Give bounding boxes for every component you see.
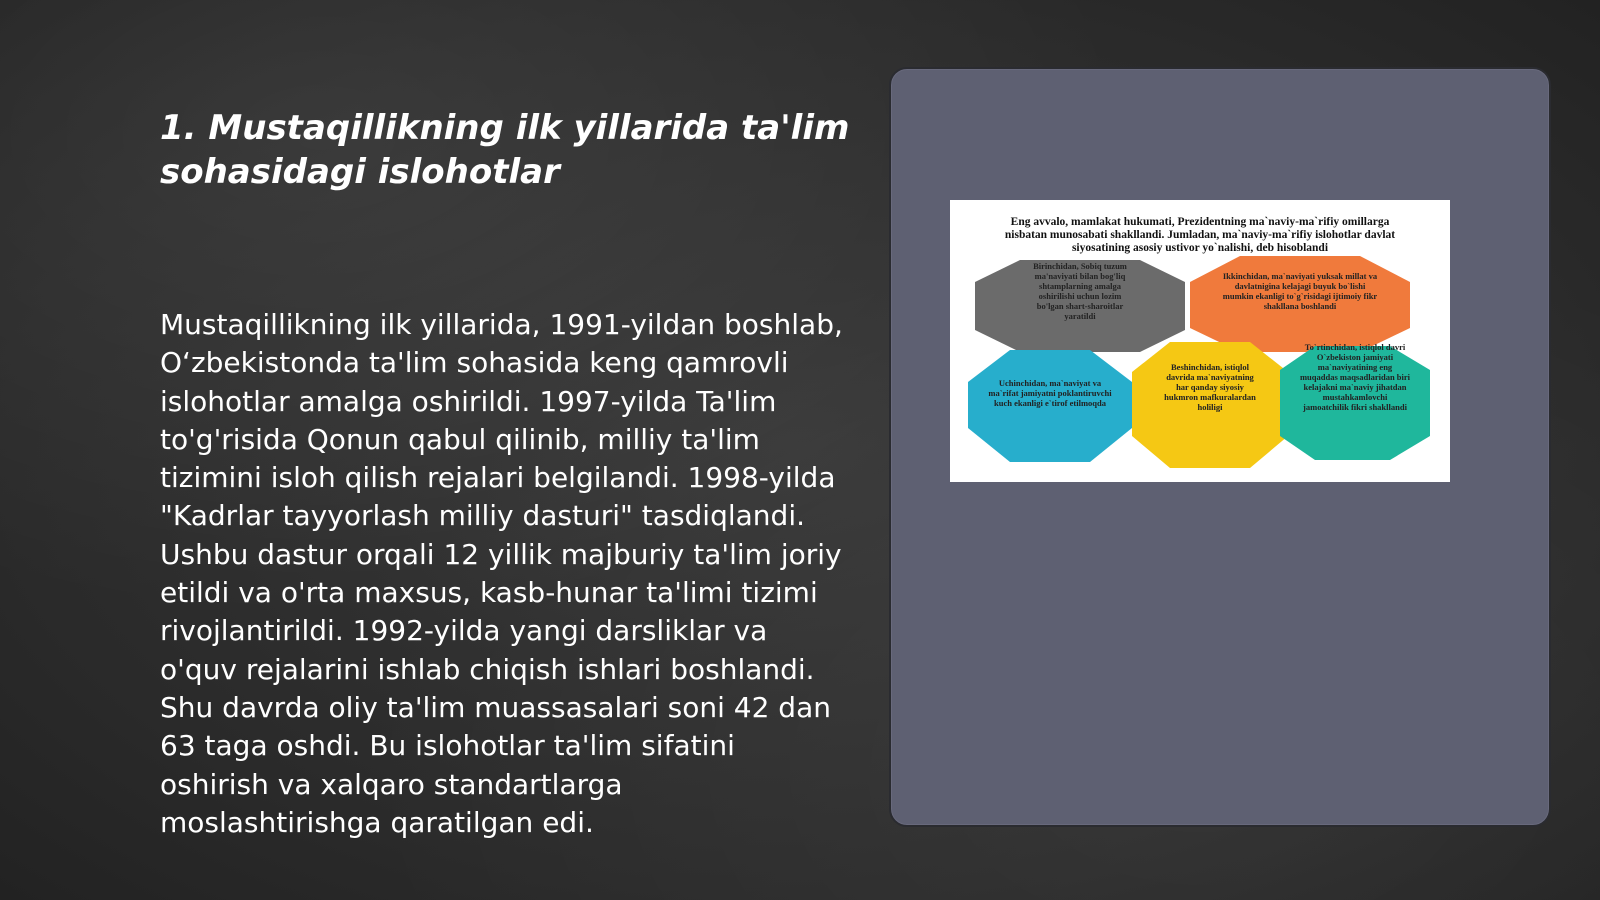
infographic-image (950, 200, 1450, 482)
infographic-hexagons (950, 200, 1450, 482)
hexagon-gray-text: Birinchidan, Sobiq tuzum ma'naviyati bilan bog'liq shtamplarning amalga oshirilishi uchun lozim bo'lgan shart-sharoitlar yaratildi (1033, 261, 1127, 321)
hexagon-yellow-text: Beshinchidan, istiqlol davrida ma`naviyatning har qanday siyosiy hukmron mafkuralardan holiligi (1164, 362, 1256, 412)
hexagon-teal-text: To`rtinchidan, istiqlol davri O`zbekiston jamiyati ma`naviyatining eng muqaddas maqsadlaridan biri kelajakni ma`naviy jihatdan mustahkamlovchi jamoatchilik fikri shakllandi (1299, 342, 1411, 412)
infographic-heading: Eng avvalo, mamlakat hukumati, Prezidentning ma`naviy-ma`rifiy omillarga nisbatan munosabati shakllandi. Jumladan, ma`naviy-ma`rifiy islohotlar davlat siyosatining asosiy ustivor yo`nalishi, deb hisoblandi (1004, 216, 1396, 254)
slide-body-text: Mustaqillikning ilk yillarida, 1991-yildan boshlab, O‘zbekistonda ta'lim sohasida keng qamrovli islohotlar amalga oshirildi. 1997-yilda Ta'lim to'g'risida Qonun qabul qilinib, milliy ta'lim tizimini isloh qilish rejalari belgilandi. 1998-yilda "Kadrlar tayyorlash milliy dasturi" tasdiqlandi. Ushbu dastur orqali 12 yillik majburiy ta'lim joriy etildi va o'rta maxsus, kasb-hunar ta'limi tizimi rivojlantirildi. 1992-yilda yangi darsliklar va o'quv rejalarini ishlab chiqish ishlari boshlandi. Shu davrda oliy ta'lim muassasalari soni 42 dan 63 taga oshdi. Bu islohotlar ta'lim sifatini oshirish va xalqaro standartlarga moslashtirishga qaratilgan edi. (160, 308, 843, 839)
hexagon-blue-text: Uchinchidan, ma`naviyat va ma`rifat jamiyatni poklantiruvchi kuch ekanligi e`tirof etilmoqda (988, 378, 1112, 408)
slide-title: 1. Mustaqillikning ilk yillarida ta'lim sohasidagi islohotlar (160, 108, 850, 192)
hexagon-orange-text: Ikkinchidan, ma`naviyati yuksak millat va davlatnigina kelajagi buyuk bo`lishi mumkin ekanligi to`g`risidagi ijtimoiy fikr shakllana boshlandi (1222, 271, 1378, 311)
